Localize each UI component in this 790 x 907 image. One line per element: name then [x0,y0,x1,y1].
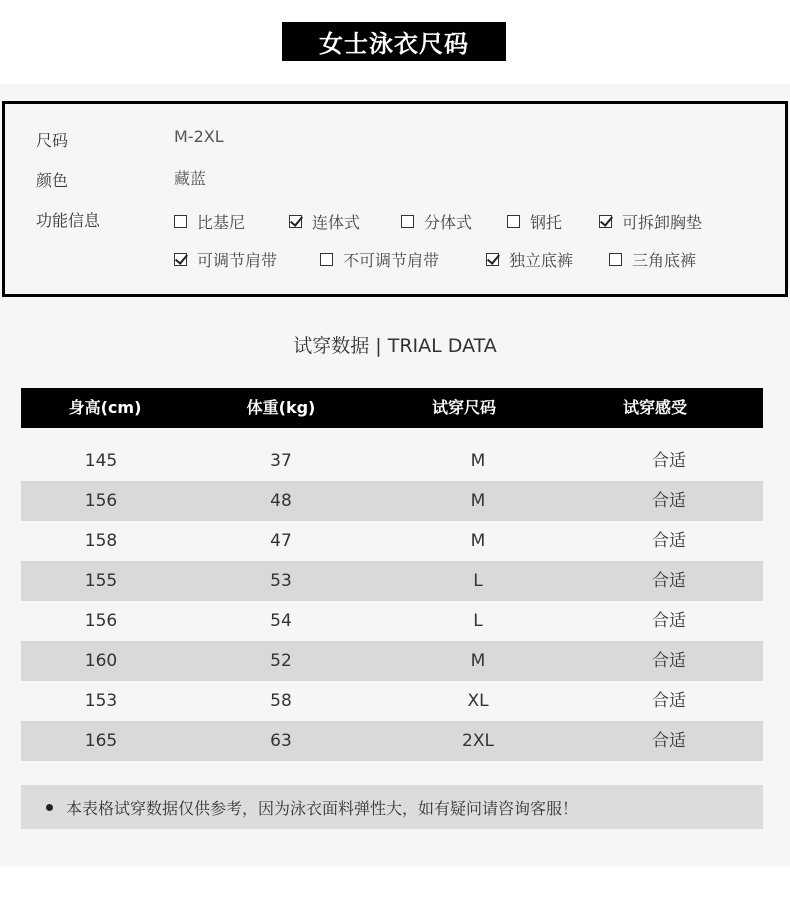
cell-height: 165 [84,731,118,751]
cell-size: L [473,571,483,591]
disclaimer-text: 本表格试穿数据仅供参考，因为泳衣面料弹性大，如有疑问请咨询客服！ [66,798,579,818]
table-row [21,601,763,641]
feature-label: 不可调节肩带 [343,251,440,270]
feature-option [486,248,573,271]
color-value: 藏蓝 [174,169,207,188]
cell-height: 160 [84,651,118,671]
cell-feeling: 合适 [652,491,686,511]
feature-option [507,210,562,233]
checkbox-icon [174,215,187,228]
cell-size: M [470,531,486,551]
feature-option [609,248,696,271]
cell-weight: 53 [270,571,292,591]
cell-weight: 58 [270,691,292,711]
product-info-box [2,101,788,297]
checkbox-icon [486,253,499,266]
table-row [21,681,763,721]
cell-feeling: 合适 [652,651,686,671]
trial-data-title: 试穿数据 | TRIAL DATA [293,335,497,357]
header-feeling: 试穿感受 [622,398,687,417]
cell-height: 156 [84,611,118,631]
size-label: 尺码 [36,131,69,150]
cell-feeling: 合适 [652,531,686,551]
header-weight: 体重(kg) [246,398,316,417]
feature-option [174,248,277,271]
feature-option [599,210,702,233]
feature-option [320,248,439,271]
cell-height: 155 [84,571,118,591]
header-height: 身高(cm) [68,398,142,417]
feature-label: 三角底裤 [632,251,697,270]
feature-option [401,210,472,233]
table-row [21,641,763,681]
table-row [21,521,763,561]
bullet-icon [46,804,53,811]
cell-size: M [470,451,486,471]
cell-size: M [470,651,486,671]
cell-weight: 48 [270,491,292,511]
feature-label: 可拆卸胸垫 [622,213,703,232]
cell-height: 145 [84,451,118,471]
page-title: 女士泳衣尺码 [282,22,506,61]
checkbox-icon [507,215,520,228]
cell-size: M [470,491,486,511]
cell-feeling: 合适 [652,451,686,471]
size-value: M-2XL [174,127,224,146]
cell-height: 156 [84,491,118,511]
cell-feeling: 合适 [652,611,686,631]
table-header [21,388,763,428]
feature-option [289,210,360,233]
trial-table-body [21,441,763,761]
checkbox-icon [401,215,414,228]
header-size: 试穿尺码 [431,398,496,417]
cell-size: XL [467,691,489,711]
table-row [21,721,763,761]
cell-weight: 52 [270,651,292,671]
checkbox-icon [320,253,333,266]
cell-weight: 54 [270,611,292,631]
feature-option [174,210,245,233]
feature-label: 可调节肩带 [197,251,278,270]
features-label: 功能信息 [36,211,101,230]
cell-weight: 63 [270,731,292,751]
table-row [21,561,763,601]
cell-size: 2XL [462,731,494,751]
cell-weight: 47 [270,531,292,551]
table-row [21,441,763,481]
checkbox-icon [174,253,187,266]
feature-label: 比基尼 [197,213,246,232]
cell-feeling: 合适 [652,691,686,711]
table-row [21,481,763,521]
disclaimer-note [21,785,763,829]
feature-label: 钢托 [530,213,563,232]
color-label: 颜色 [36,171,69,190]
cell-height: 158 [84,531,118,551]
feature-label: 独立底裤 [509,251,574,270]
cell-height: 153 [84,691,118,711]
checkbox-icon [609,253,622,266]
checkbox-icon [289,215,302,228]
feature-label: 连体式 [312,213,361,232]
cell-feeling: 合适 [652,571,686,591]
cell-weight: 37 [270,451,292,471]
checkbox-icon [599,215,612,228]
feature-label: 分体式 [424,213,473,232]
cell-feeling: 合适 [652,731,686,751]
cell-size: L [473,611,483,631]
